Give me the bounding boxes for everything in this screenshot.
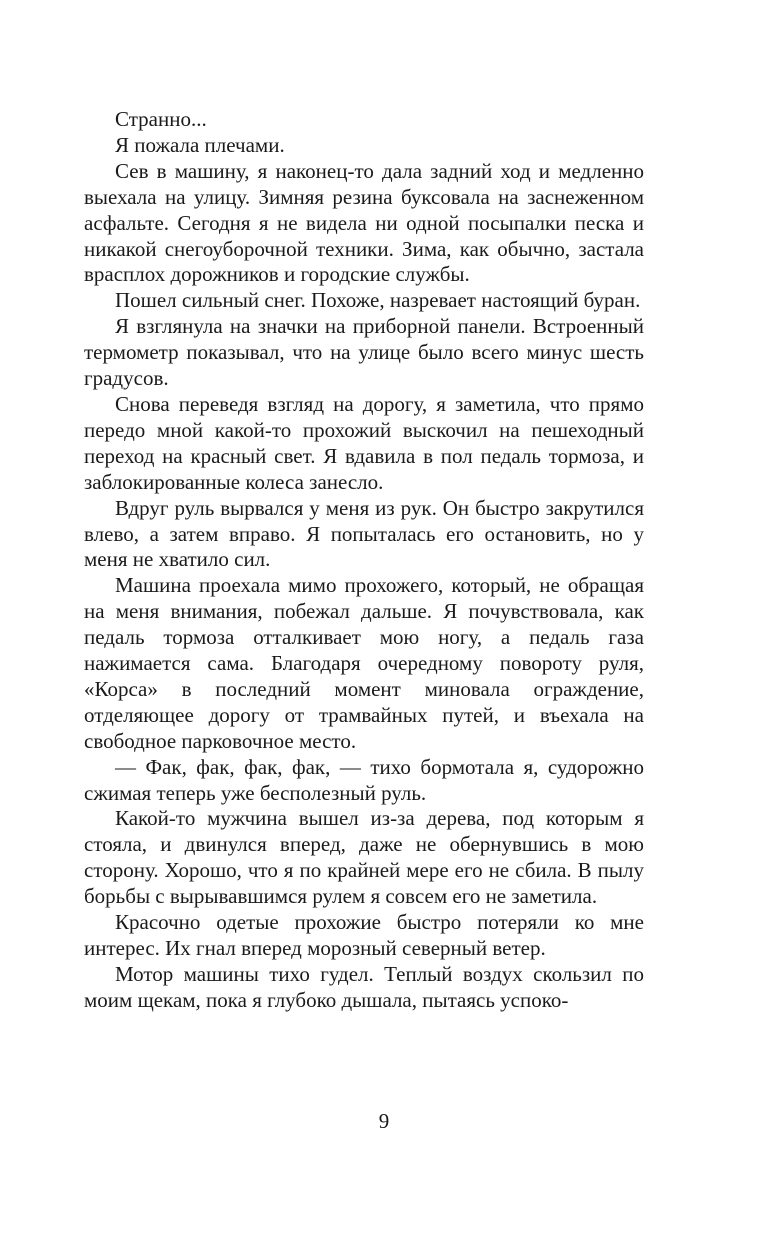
paragraph: Мотор машины тихо гудел. Теплый воздух скользил по моим щекам, пока я глубоко дышала, пытаясь успоко- — [84, 961, 644, 1012]
paragraph: Снова переведя взгляд на дорогу, я заметила, что прямо передо мной какой-то прохожий выскочил на пешеходный переход на красный свет. Я вдавила в пол педаль тормоза, и заблокированные колеса занесло. — [84, 391, 644, 494]
page-number: 9 — [378, 1109, 390, 1133]
paragraph: Машина проехала мимо прохожего, который, не обращая на меня внимания, побежал дальше. Я почувствовала, как педаль тормоза отталкивает мою ногу, а педаль газа нажимается сама. Благодаря очередному повороту руля, «Корса» в последний момент миновала ограждение, отделяющее дорогу от трамвайных путей, и въехала на свободное парковочное место. — [84, 573, 644, 753]
paragraph: Вдруг руль вырвался у меня из рук. Он быстро закрутился влево, а затем вправо. Я попыталась его остановить, но у меня не хватило сил. — [84, 495, 644, 572]
paragraph: Пошел сильный снег. Похоже, назревает настоящий буран. — [115, 288, 641, 313]
paragraph: Я взглянула на значки на приборной панели. Встроенный термометр показывал, что на улице было всего минус шесть градусов. — [84, 314, 644, 391]
body-text — [84, 107, 644, 1014]
paragraph: Я пожала плечами. — [115, 132, 285, 157]
paragraph: — Фак, фак, фак, фак, — тихо бормотала я, судорожно сжимая теперь уже бесполезный руль. — [84, 754, 644, 805]
paragraph: Сев в машину, я наконец-то дала задний ход и медленно выехала на улицу. Зимняя резина буксовала на заснеженном асфальте. Сегодня я не видела ни одной посыпалки песка и никакой снегоуборочной техники. Зима, как обычно, застала врасплох дорожников и городские службы. — [84, 158, 644, 287]
paragraph: Странно... — [115, 107, 207, 131]
paragraph: Какой-то мужчина вышел из-за дерева, под которым я стояла, и двинулся вперед, даже не обернувшись в мою сторону. Хорошо, что я по крайней мере его не сбила. В пылу борьбы с вырывавшимся рулем я совсем его не заметила. — [84, 806, 644, 909]
paragraph: Красочно одетые прохожие быстро потеряли ко мне интерес. Их гнал вперед морозный северный ветер. — [84, 910, 644, 960]
